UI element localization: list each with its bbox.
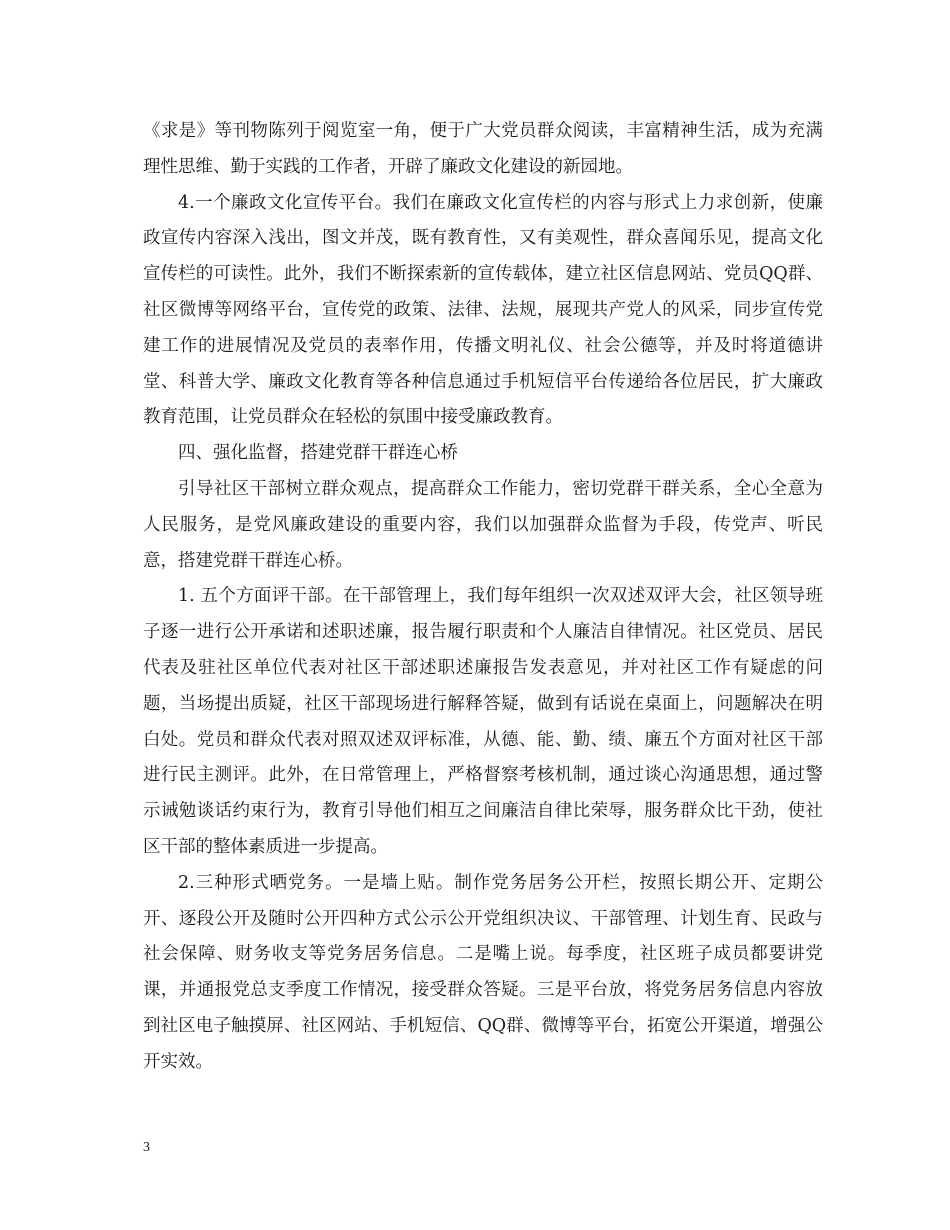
paragraph: 1. 五个方面评干部。在干部管理上，我们每年组织一次双述双评大会，社区领导班子逐一进行公开承诺和述职述廉，报告履行职责和个人廉洁自律情况。社区党员、居民代表及驻社区单位代表对社区干部述职述廉报告发表意见，并对社区工作有疑虑的问题，当场提出质疑，社区干部现场进行解释答疑，做到有话说在桌面上，问题解决在明白处。党员和群众代表对照双述双评标准，从德、能、勤、绩、廉五个方面对社区干部进行民主测评。此外，在日常管理上，严格督察考核机制，通过谈心沟通思想，通过警示诫勉谈话约束行为，教育引导他们相互之间廉洁自律比荣辱，服务群众比干劲，使社区干部的整体素质进一步提高。 — [143, 586, 823, 857]
paragraph: 2.三种形式晒党务。一是墙上贴。制作党务居务公开栏，按照长期公开、定期公开、逐段公开及随时公开四种方式公示公开党组织决议、干部管理、计划生育、民政与社会保障、财务收支等党务居务信息。二是嘴上说。每季度，社区班子成员都要讲党课，并通报党总支季度工作情况，接受群众答疑。三是平台放，将党务居务信息内容放到社区电子触摸屏、社区网站、手机短信、QQ群、微博等平台，拓宽公开渠道，增强公开实效。 — [143, 872, 823, 1072]
page-number: 3 — [143, 1140, 150, 1155]
section-heading: 四、强化监督，搭建党群干群连心桥 — [178, 443, 458, 464]
body-text — [143, 114, 823, 1081]
paragraph: 4.一个廉政文化宣传平台。我们在廉政文化宣传栏的内容与形式上力求创新，使廉政宣传内容深入浅出，图文并茂，既有教育性，又有美观性，群众喜闻乐见，提高文化宣传栏的可读性。此外，我们不断探索新的宣传载体，建立社区信息网站、党员QQ群、社区微博等网络平台，宣传党的政策、法律、法规，展现共产党人的风采，同步宣传党建工作的进展情况及党员的表率作用，传播文明礼仪、社会公德等，并及时将道德讲堂、科普大学、廉政文化教育等各种信息通过手机短信平台传递给各位居民，扩大廉政教育范围，让党员群众在轻松的氛围中接受廉政教育。 — [143, 192, 823, 428]
paragraph: 《求是》等刊物陈列于阅览室一角，便于广大党员群众阅读，丰富精神生活，成为充满理性思维、勤于实践的工作者，开辟了廉政文化建设的新园地。 — [143, 121, 823, 177]
paragraph: 引导社区干部树立群众观点，提高群众工作能力，密切党群干群关系，全心全意为人民服务，是党风廉政建设的重要内容，我们以加强群众监督为手段，传党声、听民意，搭建党群干群连心桥。 — [143, 478, 823, 571]
